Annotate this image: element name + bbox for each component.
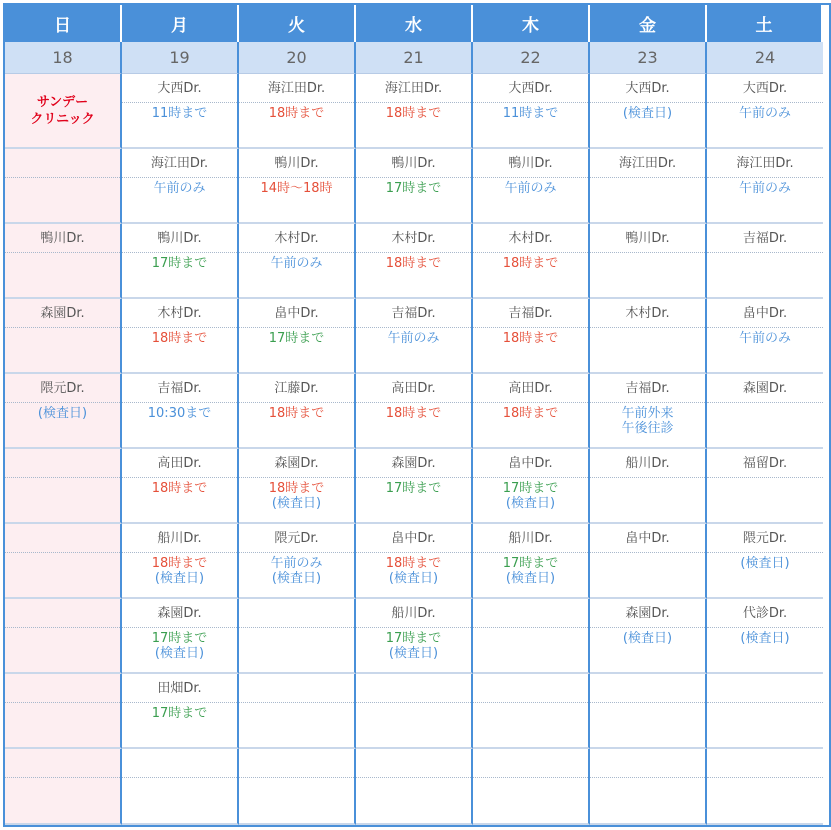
exam-day-text: (検査日): [505, 496, 556, 511]
doctor-name: 代診Dr.: [742, 606, 788, 621]
hours-note: [707, 181, 823, 196]
slot-divider: [590, 777, 705, 778]
hours-note: [122, 256, 237, 271]
doctor-name: 大西Dr.: [157, 81, 202, 96]
schedule-slot: [5, 674, 122, 749]
hours-text: 18時まで: [268, 106, 325, 121]
slot-divider: [473, 477, 588, 478]
schedule-slot: [707, 599, 823, 674]
weekday-header: 金: [590, 5, 707, 42]
slot-divider: [5, 777, 120, 778]
hours-text: 17時まで: [151, 256, 208, 271]
schedule-slot: [5, 149, 122, 224]
schedule-slot: [356, 674, 473, 749]
hours-note: [239, 256, 354, 271]
schedule-slot: [590, 749, 707, 825]
doctor-name: 鴨川Dr.: [508, 156, 553, 171]
schedule-slot: [356, 599, 473, 674]
hours-text: 18時まで: [502, 331, 559, 346]
schedule-slot: [5, 374, 122, 449]
slot-divider: [473, 702, 588, 703]
schedule-slot: [5, 74, 122, 149]
doctor-name: 畠中Dr.: [274, 306, 319, 321]
hours-note: [473, 406, 588, 421]
slot-divider: [590, 252, 705, 253]
hours-text: 午前のみ: [387, 331, 440, 346]
hours-text: (検査日): [622, 106, 673, 121]
hours-text: 11時まで: [151, 106, 208, 121]
hours-note: [473, 481, 588, 511]
slot-divider: [590, 552, 705, 553]
doctor-name: 鴨川Dr.: [157, 231, 202, 246]
hours-text: 18時まで: [502, 406, 559, 421]
slot-divider: [356, 177, 471, 178]
hours-note: [356, 331, 471, 346]
hours-note: [122, 331, 237, 346]
hours-text: 18時まで: [502, 256, 559, 271]
hours-note: [239, 556, 354, 586]
slot-divider: [473, 627, 588, 628]
hours-text: 午前のみ: [153, 181, 206, 196]
schedule-slot: [473, 224, 590, 299]
hours-note: [590, 631, 705, 646]
schedule-slot: [239, 599, 356, 674]
schedule-slot: [239, 224, 356, 299]
slot-divider: [707, 327, 823, 328]
schedule-slot: [239, 149, 356, 224]
schedule-slot: [473, 299, 590, 374]
schedule-slot: [590, 299, 707, 374]
doctor-name: 木村Dr.: [625, 306, 670, 321]
schedule-slot: [239, 74, 356, 149]
hours-note: [239, 406, 354, 421]
schedule-slot: [473, 74, 590, 149]
slot-divider: [356, 102, 471, 103]
slot-divider: [356, 252, 471, 253]
date-cell: 24: [707, 42, 823, 74]
hours-note: [239, 331, 354, 346]
slot-divider: [707, 777, 823, 778]
doctor-name: 木村Dr.: [274, 231, 319, 246]
weekday-header: 木: [473, 5, 590, 42]
schedule-slot: [473, 374, 590, 449]
slot-divider: [239, 402, 354, 403]
hours-note: [122, 181, 237, 196]
hours-note: [356, 481, 471, 496]
slot-divider: [122, 552, 237, 553]
hours-note: [473, 556, 588, 586]
schedule-slot: [122, 599, 239, 674]
schedule-slot: [473, 599, 590, 674]
sunday-clinic-label: サンデー クリニック: [30, 95, 95, 127]
hours-note: [122, 406, 237, 421]
doctor-name: 隈元Dr.: [40, 381, 85, 396]
hours-note: [707, 106, 823, 121]
schedule-slot: [239, 674, 356, 749]
schedule-slot: [707, 674, 823, 749]
schedule-slot: [356, 749, 473, 825]
schedule-slot: [5, 224, 122, 299]
slot-divider: [122, 627, 237, 628]
doctor-name: 吉福Dr.: [742, 231, 788, 246]
hours-note: [239, 181, 354, 196]
slot-divider: [707, 402, 823, 403]
slot-divider: [356, 627, 471, 628]
slot-divider: [473, 102, 588, 103]
slot-divider: [590, 402, 705, 403]
hours-note: [5, 406, 120, 421]
schedule-slot: [122, 524, 239, 599]
hours-text: 17時まで: [502, 481, 559, 496]
doctor-name: 海江田Dr.: [384, 81, 443, 96]
doctor-name: 船川Dr.: [157, 531, 202, 546]
doctor-name: 森園Dr.: [274, 456, 319, 471]
schedule-slot: [122, 74, 239, 149]
exam-day-text: (検査日): [388, 646, 439, 661]
doctor-name: 海江田Dr.: [267, 81, 326, 96]
hours-text: 18時まで: [151, 556, 208, 571]
hours-note: [473, 106, 588, 121]
schedule-slot: [122, 749, 239, 825]
date-cell: 22: [473, 42, 590, 74]
slot-divider: [707, 702, 823, 703]
hours-text: 14時～18時: [260, 181, 333, 196]
hours-note: [356, 181, 471, 196]
slot-divider: [707, 627, 823, 628]
schedule-slot: [590, 674, 707, 749]
schedule-slot: [122, 674, 239, 749]
slot-divider: [239, 777, 354, 778]
doctor-name: 森園Dr.: [40, 306, 85, 321]
weekday-header: 月: [122, 5, 239, 42]
schedule-calendar: [3, 3, 831, 827]
hours-text: 17時まで: [268, 331, 325, 346]
schedule-slot: [5, 449, 122, 524]
schedule-slot: [5, 299, 122, 374]
slot-divider: [590, 702, 705, 703]
doctor-name: 高田Dr.: [157, 456, 202, 471]
hours-text: 午前のみ: [738, 106, 791, 121]
slot-divider: [356, 777, 471, 778]
exam-day-text: (検査日): [271, 571, 322, 586]
doctor-name: 海江田Dr.: [618, 156, 677, 171]
slot-divider: [590, 477, 705, 478]
slot-divider: [5, 702, 120, 703]
doctor-name: 鴨川Dr.: [391, 156, 436, 171]
doctor-name: 田畑Dr.: [157, 681, 202, 696]
hours-text: 17時まで: [502, 556, 559, 571]
schedule-slot: [707, 374, 823, 449]
doctor-name: 隈元Dr.: [742, 531, 788, 546]
schedule-slot: [473, 524, 590, 599]
doctor-name: 船川Dr.: [508, 531, 553, 546]
schedule-slot: [239, 299, 356, 374]
hours-text: 午前外来 午後往診: [621, 406, 674, 436]
slot-divider: [239, 477, 354, 478]
schedule-slot: [122, 374, 239, 449]
hours-note: [122, 631, 237, 661]
doctor-name: 鴨川Dr.: [625, 231, 670, 246]
hours-note: [239, 106, 354, 121]
hours-text: 18時まで: [385, 106, 442, 121]
date-cell: 18: [5, 42, 122, 74]
doctor-name: 木村Dr.: [157, 306, 202, 321]
exam-day-text: (検査日): [154, 571, 205, 586]
slot-divider: [473, 552, 588, 553]
slot-divider: [707, 102, 823, 103]
schedule-slot: [707, 524, 823, 599]
schedule-slot: [356, 299, 473, 374]
hours-text: 11時まで: [502, 106, 559, 121]
hours-text: 18時まで: [151, 331, 208, 346]
hours-text: (検査日): [740, 631, 790, 646]
hours-note: [707, 331, 823, 346]
hours-text: 午前のみ: [504, 181, 557, 196]
date-cell: 19: [122, 42, 239, 74]
hours-text: 18時まで: [151, 481, 208, 496]
hours-text: 午前のみ: [738, 331, 791, 346]
slot-divider: [356, 477, 471, 478]
doctor-name: 吉福Dr.: [625, 381, 670, 396]
slot-divider: [473, 777, 588, 778]
doctor-name: 大西Dr.: [625, 81, 670, 96]
schedule-slot: [239, 524, 356, 599]
doctor-name: 森園Dr.: [625, 606, 670, 621]
schedule-slot: [707, 749, 823, 825]
schedule-slot: [5, 599, 122, 674]
hours-note: [356, 106, 471, 121]
slot-divider: [356, 552, 471, 553]
schedule-slot: [590, 524, 707, 599]
hours-note: [707, 631, 823, 646]
hours-text: (検査日): [740, 556, 790, 571]
doctor-name: 大西Dr.: [508, 81, 553, 96]
slot-divider: [473, 177, 588, 178]
exam-day-text: (検査日): [271, 496, 322, 511]
doctor-name: 木村Dr.: [508, 231, 553, 246]
slot-divider: [239, 177, 354, 178]
hours-text: 10:30まで: [147, 406, 212, 421]
hours-text: 17時まで: [385, 631, 442, 646]
slot-divider: [707, 477, 823, 478]
doctor-name: 吉福Dr.: [508, 306, 553, 321]
hours-text: 17時まで: [151, 706, 208, 721]
schedule-slot: [590, 374, 707, 449]
schedule-slot: [590, 599, 707, 674]
hours-note: [122, 481, 237, 496]
hours-text: 17時まで: [385, 481, 442, 496]
exam-day-text: (検査日): [505, 571, 556, 586]
hours-text: (検査日): [622, 631, 673, 646]
hours-note: [473, 256, 588, 271]
hours-note: [122, 106, 237, 121]
slot-divider: [122, 252, 237, 253]
schedule-slot: [122, 224, 239, 299]
schedule-slot: [473, 674, 590, 749]
schedule-slot: [707, 224, 823, 299]
slot-divider: [239, 627, 354, 628]
schedule-slot: [707, 449, 823, 524]
doctor-name: 畠中Dr.: [625, 531, 670, 546]
weekday-header: 日: [5, 5, 122, 42]
slot-divider: [5, 252, 120, 253]
slot-divider: [707, 252, 823, 253]
doctor-name: 鴨川Dr.: [40, 231, 85, 246]
schedule-slot: [473, 449, 590, 524]
hours-note: [356, 631, 471, 661]
schedule-slot: [707, 149, 823, 224]
schedule-slot: [473, 749, 590, 825]
date-cell: 21: [356, 42, 473, 74]
schedule-slot: [239, 374, 356, 449]
doctor-name: 船川Dr.: [625, 456, 670, 471]
doctor-name: 畠中Dr.: [391, 531, 436, 546]
hours-note: [239, 481, 354, 511]
schedule-slot: [590, 449, 707, 524]
date-cell: 20: [239, 42, 356, 74]
doctor-name: 船川Dr.: [391, 606, 436, 621]
doctor-name: 大西Dr.: [742, 81, 788, 96]
slot-divider: [473, 402, 588, 403]
schedule-slot: [356, 74, 473, 149]
slot-divider: [5, 552, 120, 553]
slot-divider: [122, 702, 237, 703]
hours-note: [356, 256, 471, 271]
slot-divider: [356, 402, 471, 403]
slot-divider: [239, 552, 354, 553]
doctor-name: 森園Dr.: [391, 456, 436, 471]
doctor-name: 海江田Dr.: [736, 156, 794, 171]
slot-divider: [239, 102, 354, 103]
slot-divider: [122, 777, 237, 778]
doctor-name: 隈元Dr.: [274, 531, 319, 546]
schedule-slot: [707, 74, 823, 149]
hours-text: 午前のみ: [270, 256, 323, 271]
hours-text: 18時まで: [268, 406, 325, 421]
doctor-name: 畠中Dr.: [742, 306, 788, 321]
hours-note: [122, 706, 237, 721]
doctor-name: 高田Dr.: [508, 381, 553, 396]
schedule-slot: [239, 449, 356, 524]
doctor-name: 鴨川Dr.: [274, 156, 319, 171]
hours-text: 18時まで: [268, 481, 325, 496]
doctor-name: 海江田Dr.: [150, 156, 209, 171]
slot-divider: [590, 102, 705, 103]
hours-note: [707, 556, 823, 571]
hours-text: 午前のみ: [270, 556, 323, 571]
slot-divider: [473, 252, 588, 253]
slot-divider: [122, 477, 237, 478]
hours-text: 午前のみ: [738, 181, 791, 196]
schedule-slot: [590, 224, 707, 299]
hours-text: 18時まで: [385, 256, 442, 271]
hours-text: 18時まで: [385, 406, 442, 421]
slot-divider: [5, 402, 120, 403]
doctor-name: 森園Dr.: [157, 606, 202, 621]
slot-divider: [122, 327, 237, 328]
slot-divider: [707, 552, 823, 553]
schedule-slot: [590, 74, 707, 149]
weekday-header: 土: [707, 5, 823, 42]
doctor-name: 吉福Dr.: [391, 306, 436, 321]
date-cell: 23: [590, 42, 707, 74]
slot-divider: [239, 702, 354, 703]
hours-text: 18時まで: [385, 556, 442, 571]
schedule-slot: [122, 449, 239, 524]
schedule-slot: [122, 149, 239, 224]
slot-divider: [122, 402, 237, 403]
schedule-slot: [473, 149, 590, 224]
schedule-slot: [356, 449, 473, 524]
slot-divider: [239, 252, 354, 253]
slot-divider: [5, 627, 120, 628]
schedule-slot: [707, 299, 823, 374]
slot-divider: [5, 177, 120, 178]
exam-day-text: (検査日): [388, 571, 439, 586]
hours-note: [356, 556, 471, 586]
slot-divider: [590, 627, 705, 628]
hours-text: 17時まで: [151, 631, 208, 646]
slot-divider: [122, 102, 237, 103]
slot-divider: [707, 177, 823, 178]
slot-divider: [122, 177, 237, 178]
schedule-slot: [5, 749, 122, 825]
slot-divider: [5, 477, 120, 478]
slot-divider: [473, 327, 588, 328]
schedule-slot: [122, 299, 239, 374]
doctor-name: 江藤Dr.: [274, 381, 319, 396]
hours-note: [473, 181, 588, 196]
doctor-name: 森園Dr.: [742, 381, 788, 396]
doctor-name: 畠中Dr.: [508, 456, 553, 471]
schedule-slot: [5, 524, 122, 599]
doctor-name: 吉福Dr.: [157, 381, 202, 396]
schedule-slot: [356, 224, 473, 299]
doctor-name: 福留Dr.: [742, 456, 788, 471]
slot-divider: [590, 177, 705, 178]
hours-note: [590, 406, 705, 436]
weekday-header: 水: [356, 5, 473, 42]
hours-text: (検査日): [37, 406, 88, 421]
hours-note: [473, 331, 588, 346]
slot-divider: [5, 327, 120, 328]
hours-note: [590, 106, 705, 121]
slot-divider: [356, 702, 471, 703]
schedule-slot: [590, 149, 707, 224]
schedule-slot: [356, 524, 473, 599]
hours-note: [356, 406, 471, 421]
schedule-slot: [356, 374, 473, 449]
hours-text: 17時まで: [385, 181, 442, 196]
doctor-name: 高田Dr.: [391, 381, 436, 396]
hours-note: [122, 556, 237, 586]
schedule-slot: [356, 149, 473, 224]
exam-day-text: (検査日): [154, 646, 205, 661]
doctor-name: 木村Dr.: [391, 231, 436, 246]
weekday-header: 火: [239, 5, 356, 42]
slot-divider: [356, 327, 471, 328]
slot-divider: [590, 327, 705, 328]
schedule-slot: [239, 749, 356, 825]
slot-divider: [239, 327, 354, 328]
